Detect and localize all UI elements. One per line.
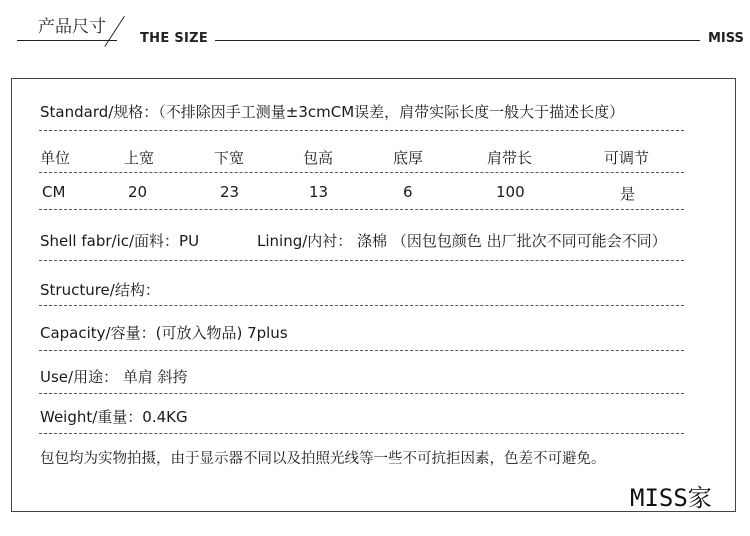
dashed-divider (39, 350, 684, 351)
header-divider-left (17, 40, 117, 41)
table-header-adjustable: 可调节 (604, 149, 650, 167)
dashed-divider (39, 305, 684, 306)
dashed-divider (39, 209, 684, 210)
header-divider-right (215, 40, 700, 41)
table-header-height: 包高 (303, 149, 334, 167)
header-title-en: THE SIZE (140, 31, 209, 46)
structure-line: Structure/结构： (40, 281, 160, 299)
header-brand: MISS (708, 31, 744, 46)
table-header-strap-length: 肩带长 (487, 149, 533, 167)
shell-fabric-line: Shell fabr/ic/面料：PU (40, 232, 200, 250)
header-title-cn: 产品尺寸 (38, 17, 106, 37)
color-disclaimer: 包包均为实物拍摄，由于显示器不同以及拍照光线等一些不可抗拒因素，色差不可避免。 (40, 451, 606, 467)
standard-line: Standard/规格：（不排除因手工测量±3cmCM误差，肩带实际长度一般大于描述长度） (40, 103, 625, 121)
dashed-divider (39, 433, 684, 434)
weight-line: Weight/重量：0.4KG (40, 408, 188, 426)
use-line: Use/用途： 单肩 斜挎 (40, 368, 188, 386)
header-slash (104, 16, 124, 47)
table-cell-top-width: 20 (128, 183, 148, 201)
table-header-unit: 单位 (40, 149, 71, 167)
table-cell-bottom-width: 23 (220, 183, 240, 201)
table-cell-adjustable: 是 (620, 185, 636, 203)
dashed-divider (39, 260, 684, 261)
table-cell-height: 13 (309, 183, 329, 201)
capacity-line: Capacity/容量：(可放入物品) 7plus (40, 324, 288, 342)
dashed-divider (39, 393, 684, 394)
dashed-divider (39, 130, 684, 131)
table-header-top-width: 上宽 (124, 149, 155, 167)
dashed-divider (39, 172, 684, 173)
table-header-bottom-width: 下宽 (214, 149, 245, 167)
table-cell-unit: CM (42, 183, 66, 201)
table-cell-depth: 6 (403, 183, 413, 201)
lining-line: Lining/内衬： 涤棉 （因包包颜色 出厂批次不同可能会不同） (257, 232, 667, 250)
table-cell-strap-length: 100 (496, 183, 525, 201)
table-header-depth: 底厚 (393, 149, 424, 167)
size-header (0, 0, 750, 60)
brand-mark: MISS家 (630, 484, 712, 512)
